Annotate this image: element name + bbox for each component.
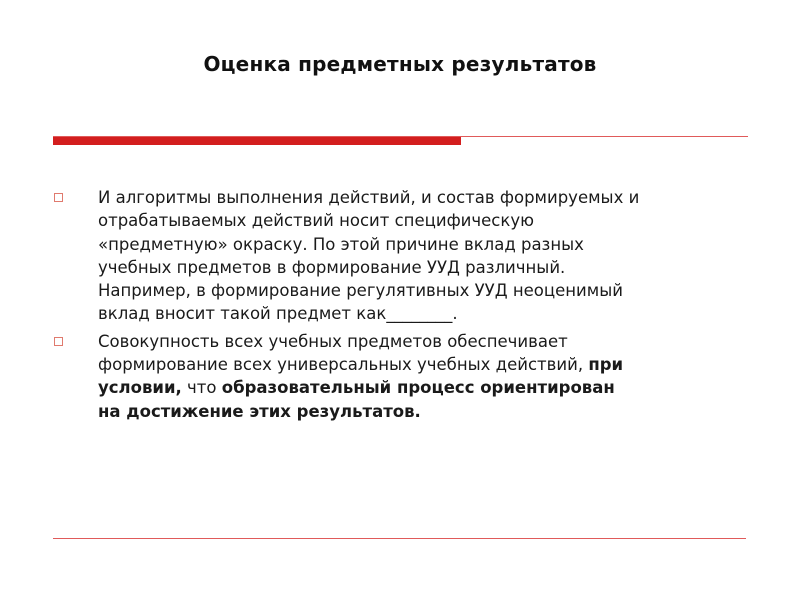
square-bullet-icon — [54, 337, 63, 346]
title-divider-accent — [53, 137, 461, 145]
text-bold: образовательный процесс ориентирован — [221, 378, 615, 398]
bullet-text-line — [98, 376, 752, 399]
footer-divider — [53, 538, 746, 539]
bullet-text-line: отрабатываемых действий носит специфическую — [98, 211, 534, 231]
bullet-item — [52, 330, 752, 423]
bullet-text-line — [98, 400, 752, 423]
bullet-text-line — [98, 330, 752, 353]
square-bullet-icon — [54, 193, 63, 202]
bullet-text-line: вклад вносит такой предмет как________. — [98, 304, 458, 324]
text-bold: условии, — [98, 378, 182, 398]
bullet-text-line: Например, в формирование регулятивных УУД неоценимый — [98, 281, 623, 301]
bullet-list — [52, 186, 752, 427]
text-bold: на достижение этих результатов. — [98, 401, 421, 421]
text-normal: что — [181, 378, 222, 398]
slide-title: Оценка предметных результатов — [203, 52, 597, 76]
bullet-text-line — [98, 353, 752, 376]
bullet-text-line: учебных предметов в формирование УУД различный. — [98, 257, 566, 277]
bullet-text-line: «предметную» окраску. По этой причине вклад разных — [98, 234, 584, 254]
text-normal: формирование всех универсальных учебных действий, — [98, 355, 589, 375]
bullet-text-line: И алгоритмы выполнения действий, и состав формируемых и — [98, 188, 640, 207]
text-normal: Совокупность всех учебных предметов обеспечивает — [98, 331, 568, 351]
bullet-item — [52, 186, 752, 326]
text-bold: при — [588, 355, 624, 375]
